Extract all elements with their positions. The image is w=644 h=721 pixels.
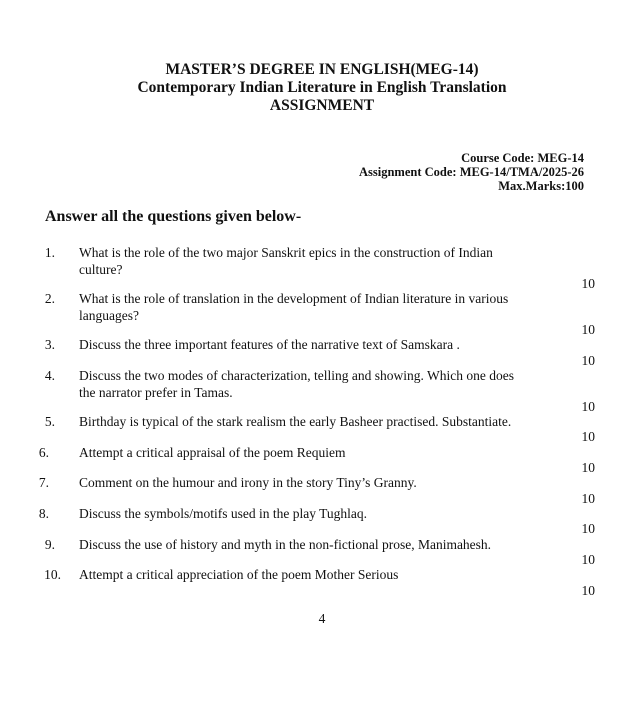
max-marks: Max.Marks:100 bbox=[498, 179, 584, 193]
question-marks: 10 bbox=[581, 583, 595, 598]
assignment-code: Assignment Code: MEG-14/TMA/2025-26 bbox=[359, 165, 584, 179]
assignment-heading: ASSIGNMENT bbox=[269, 97, 375, 114]
question-number: 6. bbox=[38, 445, 49, 460]
question-marks: 10 bbox=[581, 460, 595, 475]
question-number: 5. bbox=[44, 414, 55, 429]
question-text: Attempt a critical appraisal of the poem Requiem bbox=[79, 445, 346, 460]
question-number: 8. bbox=[38, 506, 49, 521]
question-marks: 10 bbox=[581, 491, 595, 506]
question-marks: 10 bbox=[581, 322, 595, 337]
question-text: Discuss the three important features of the narrative text of Samskara . bbox=[79, 337, 460, 352]
question-marks: 10 bbox=[581, 552, 595, 567]
question-text: What is the role of the two major Sanskrit epics in the construction of Indian culture? bbox=[79, 245, 493, 277]
question-text: Discuss the symbols/motifs used in the play Tughlaq. bbox=[79, 506, 368, 521]
instruction-heading: Answer all the questions given below- bbox=[45, 208, 302, 225]
course-code: Course Code: MEG-14 bbox=[461, 151, 584, 165]
question-number: 4. bbox=[44, 368, 55, 383]
question-marks: 10 bbox=[581, 521, 595, 536]
question-number: 1. bbox=[44, 245, 55, 260]
question-number: 2. bbox=[44, 291, 55, 306]
question-marks: 10 bbox=[581, 276, 595, 291]
question-number: 9. bbox=[44, 537, 55, 552]
question-text: Discuss the use of history and myth in the non-fictional prose, Manimahesh. bbox=[79, 537, 492, 552]
question-marks: 10 bbox=[581, 399, 595, 414]
question-text: Comment on the humour and irony in the story Tiny’s Granny. bbox=[79, 475, 417, 490]
question-text: What is the role of translation in the development of Indian literature in various languages? bbox=[79, 291, 509, 323]
page-number: 4 bbox=[318, 611, 326, 626]
question-number: 10. bbox=[44, 567, 61, 582]
question-text: Attempt a critical appreciation of the poem Mother Serious bbox=[79, 567, 399, 582]
question-text: Discuss the two modes of characterization, telling and showing. Which one does the narrator prefer in Tamas. bbox=[79, 368, 515, 400]
question-text: Birthday is typical of the stark realism the early Basheer practised. Substantiate. bbox=[79, 414, 512, 429]
course-title: Contemporary Indian Literature in English Translation bbox=[137, 79, 507, 96]
question-marks: 10 bbox=[581, 429, 595, 444]
question-number: 3. bbox=[44, 337, 55, 352]
document-title: MASTER’S DEGREE IN ENGLISH(MEG-14) bbox=[165, 61, 479, 78]
question-number: 7. bbox=[38, 475, 49, 490]
question-marks: 10 bbox=[581, 353, 595, 368]
